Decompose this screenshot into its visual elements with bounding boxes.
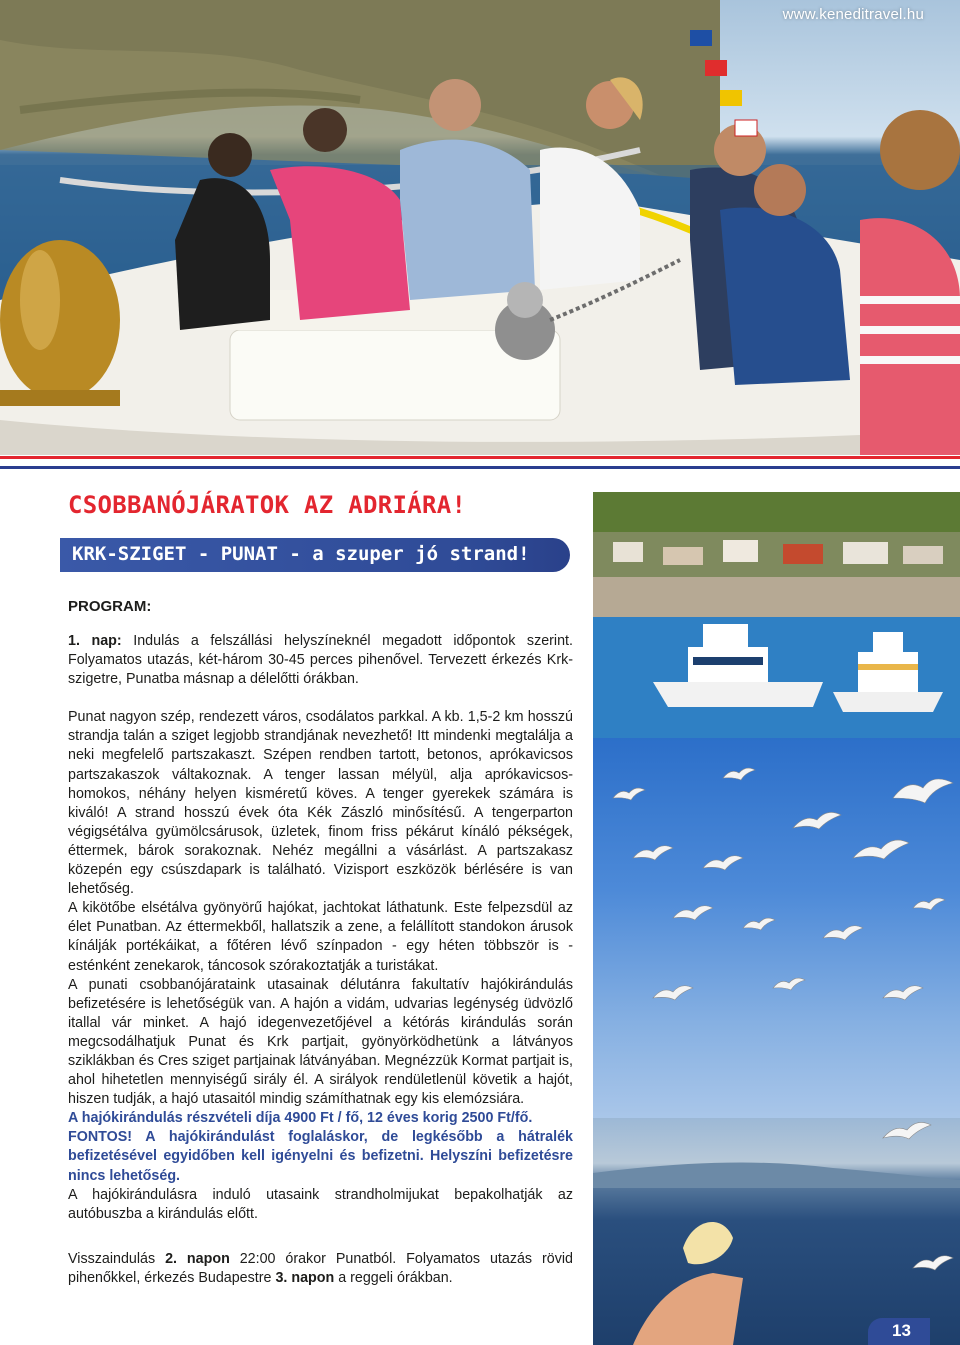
day1-text: Indulás a felszállási helyszíneknél megadott időpontok szerint. Folyamatos utazás, két-három 30-45 perces pihenővel. Tervezett érkezés Krk-szigetre, Punatba másnap a délelőtti órákban.	[68, 633, 573, 688]
hero-photo	[0, 0, 960, 455]
hand-feeding-illustration	[593, 1118, 960, 1345]
beach-gear-paragraph: A hajókirándulásra induló utasaink strandholmijukat bepakolhatják az autóbuszba a kirándulás előtt.	[68, 1186, 573, 1222]
flag-stripes	[0, 456, 960, 470]
subtitle-text: KRK-SZIGET - PUNAT - a szuper jó strand!	[72, 543, 530, 565]
harbor-photo	[593, 492, 960, 738]
site-url[interactable]: www.keneditravel.hu	[782, 6, 924, 23]
punat-paragraph: Punat nagyon szép, rendezett város, csodálatos parkkal. A kb. 1,5-2 km hosszú strandja talán a sziget legjobb strandjának nevezhető! Itt mindenki megtalálja a neki megfelelő partszakaszt. Szépen rendben tartott, betonos, aprókavicsos partszakaszok váltakoznak. A tenger lassan mélyül, alja aprókavicsos-homokos, néhány helyen kisméretű köves. A tenger gyerekek számára is kiváló! A strand hosszú évek óta Kék Zászló minősítésű. A tengerparton végigsétálva gyümölcsárusok, üzletek, finom friss pékárut kínáló pékségek, éttermek, bárok sorakoznak. Nehéz megállni a vásárlást. A partszakasz közepén egy csúszdapark is található. Vizisport eszközök bérlésére is van lehetőség.	[68, 709, 573, 898]
boat-trip-paragraph: A punati csobbanójárataink utasainak délutánra fakultatív hajókirándulás befizetésére is lehetőségük van. A hajón a vidám, udvarias legénység üdvözlő itallal vár minket. A hajó idegenvezetőjével a kétórás kirándulás során megcsodálhatjuk Punat és Krk partjait, gyönyörködhetünk a látványos sziklákban és Cres sziget partjainak látványában. Megnézzük Kormat partjait is, ahol hihetetlen mennyiségű sirály él. A sirályok rendületlenül követik a hajót, hiszen tudják, a hajó utasaitól mindig számíthatnak egy kis elemózsiára.	[68, 976, 573, 1108]
return-day2: 2. napon	[165, 1251, 230, 1267]
day1-label: 1. nap:	[68, 633, 122, 649]
seagulls-illustration	[593, 738, 960, 1118]
return-day3: 3. napon	[275, 1270, 335, 1287]
return-trip-paragraph	[68, 1250, 573, 1288]
return-part1: Visszaindulás	[68, 1251, 166, 1267]
important-paragraph: FONTOS! A hajókirándulást foglaláskor, de legkésőbb a hátralék befizetésével egyidőben kell igényelni és befizetni. Helyszíni befizetésre nincs lehetőség.	[68, 1129, 573, 1184]
harbor-illustration	[593, 492, 960, 738]
return-part2: 22:00 órakor Punatból. Folyamatos utazás rövid pihenőkkel, érkezés Budapestre	[68, 1251, 573, 1287]
program-label: PROGRAM:	[68, 598, 152, 615]
boat-deck-illustration	[0, 0, 960, 455]
page-number-badge	[868, 1318, 930, 1345]
hand-feeding-photo	[593, 1118, 960, 1345]
seagulls-photo	[593, 738, 960, 1118]
day1-paragraph	[68, 632, 573, 689]
subtitle-banner	[60, 538, 570, 572]
price-paragraph: A hajókirándulás részvételi díja 4900 Ft / fő, 12 éves korig 2500 Ft/fő.	[68, 1110, 533, 1127]
program-body	[68, 632, 573, 1224]
harbor-paragraph: A kikötőbe elsétálva gyönyörű hajókat, jachtokat láthatunk. Este felpezsdül az élet Punatban. Az éttermekből, hallatszik a zene, a felállított standokon árusok kínálják portékáikat, a főtéren lévő színpadon - egy héten többször is - esténként zenekarok, táncosok szórakoztatják a turistákat.	[68, 900, 573, 974]
return-part3: a reggeli órákban.	[334, 1270, 453, 1287]
page-number: 13	[892, 1321, 911, 1340]
page-title: CSOBBANÓJÁRATOK AZ ADRIÁRA!	[68, 491, 467, 519]
